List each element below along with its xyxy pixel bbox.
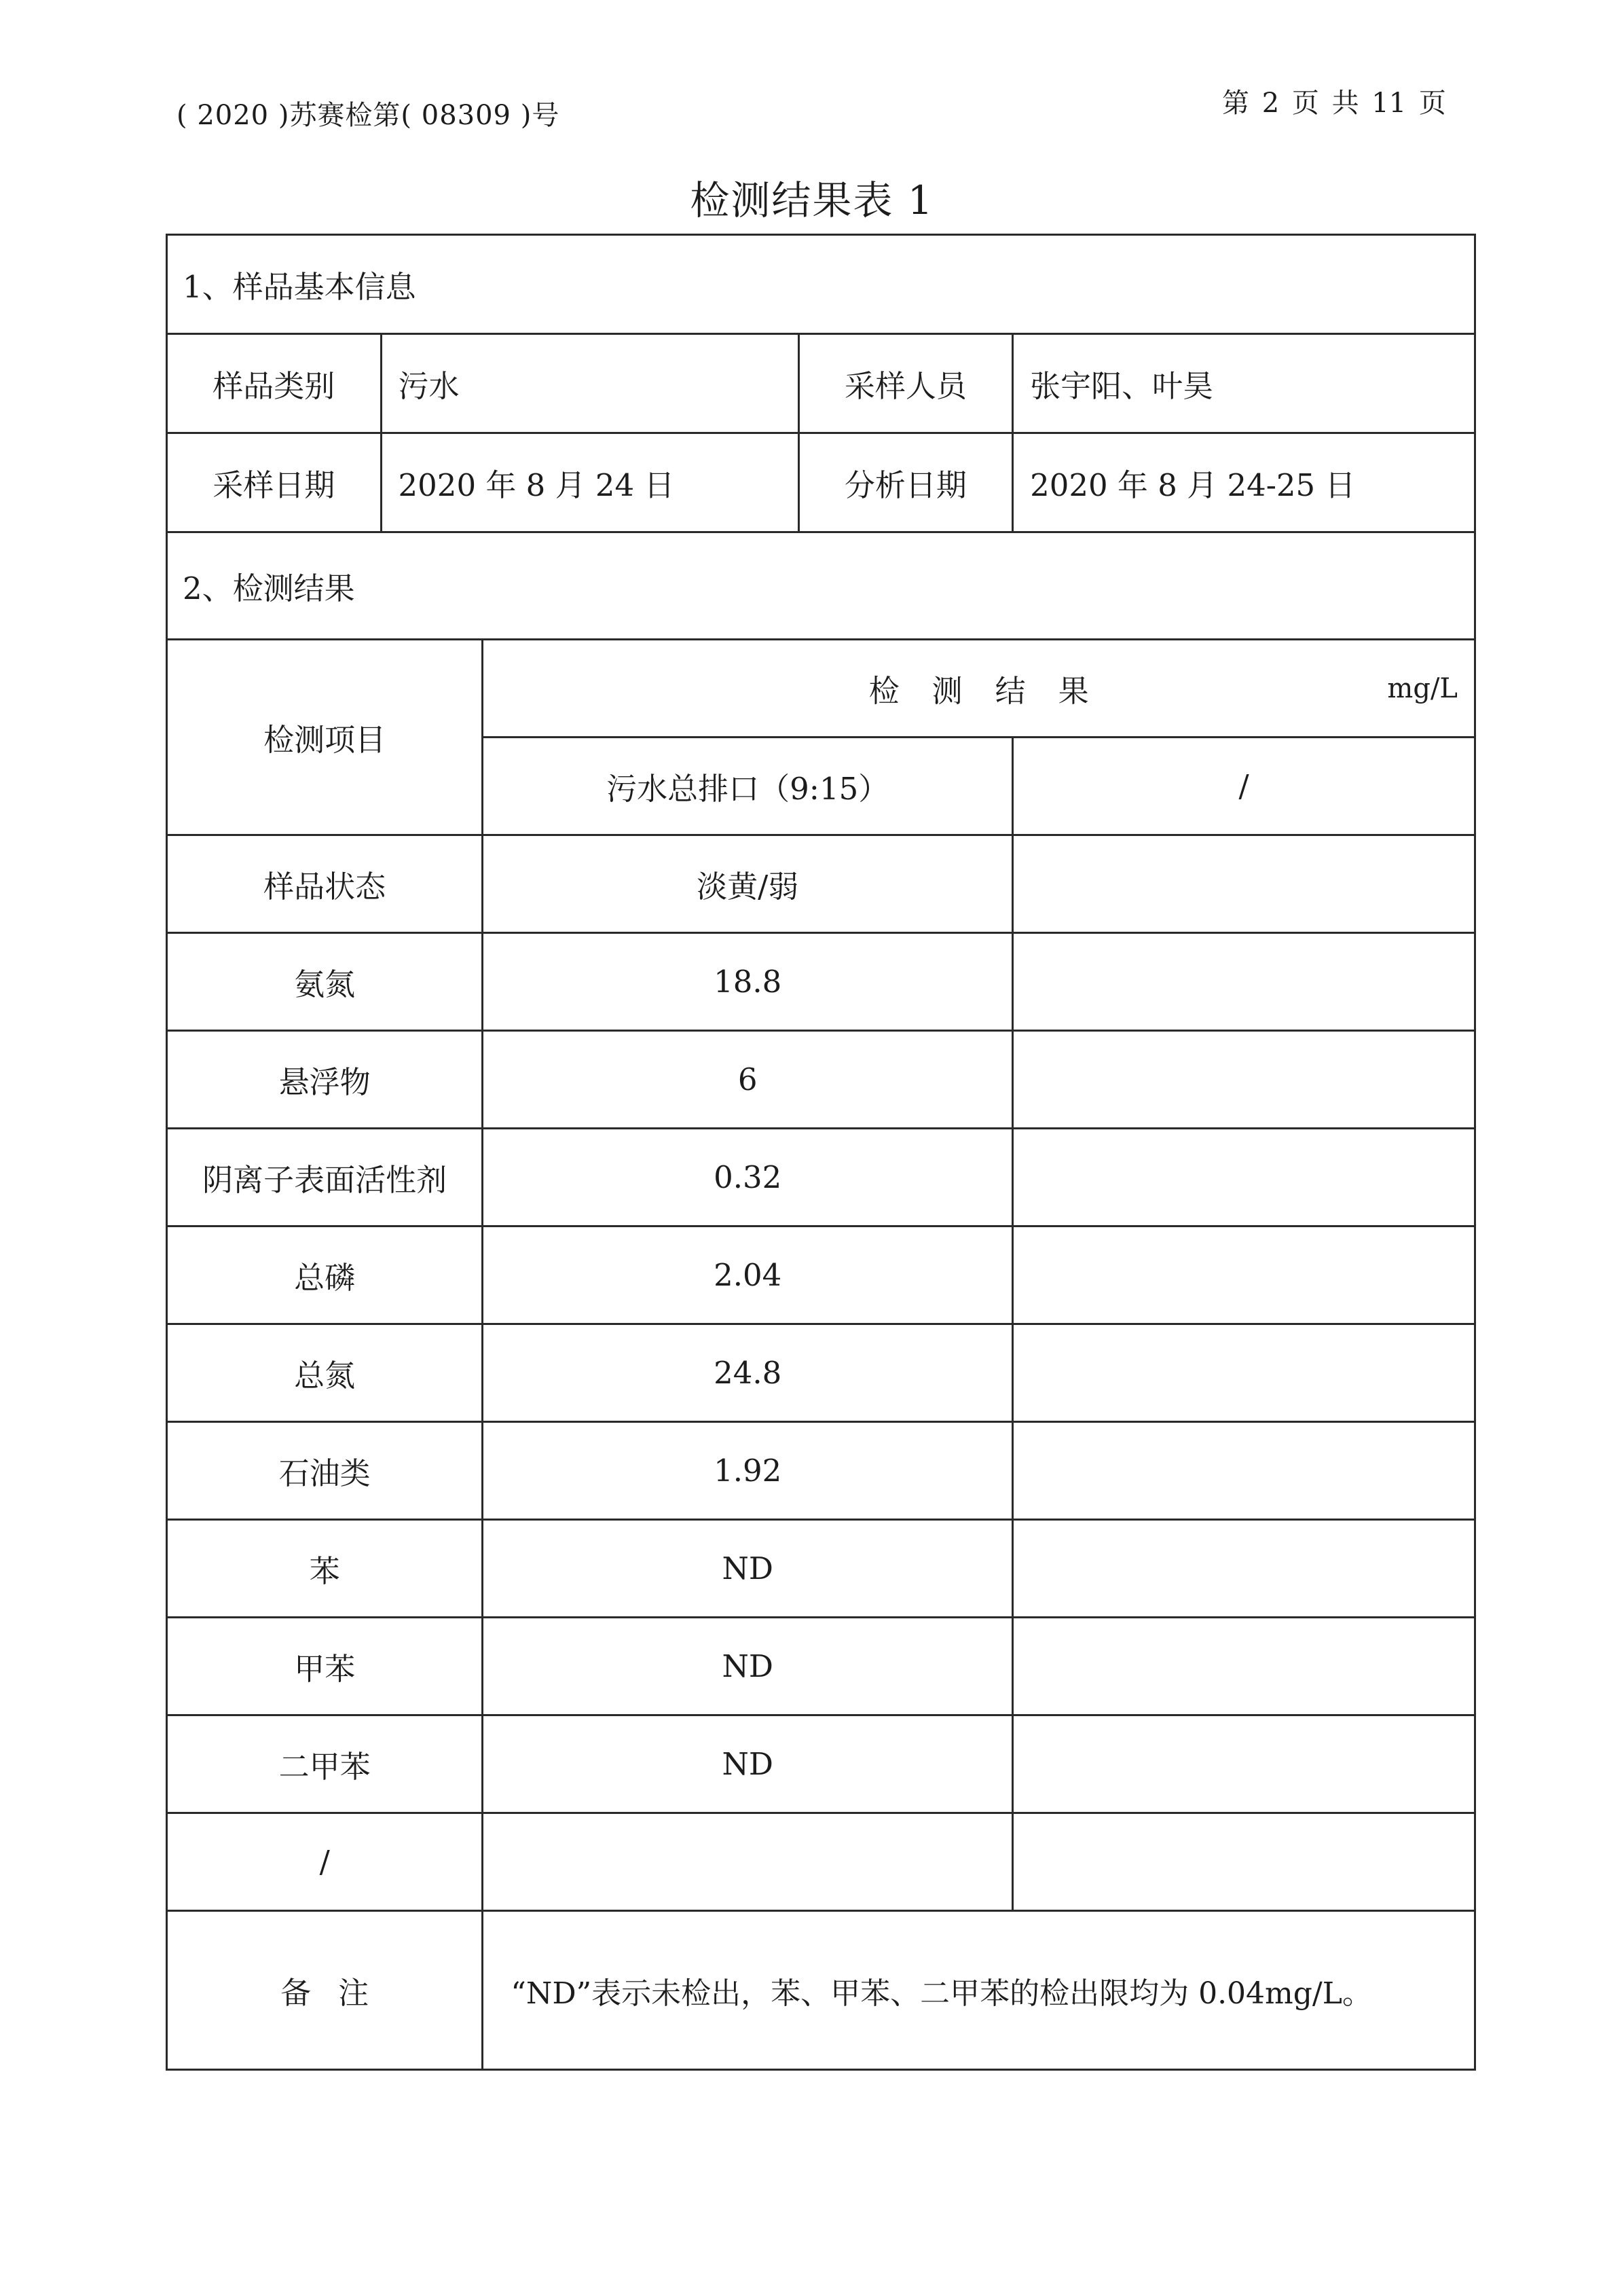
item-value-2 — [1013, 1226, 1475, 1324]
sampling-point-2: / — [1013, 738, 1475, 835]
item-value-2 — [1013, 835, 1475, 933]
item-value: 24.8 — [483, 1324, 1013, 1422]
remarks-label-cell — [167, 1911, 483, 2070]
table-row — [167, 1618, 1475, 1715]
item-name: 样品状态 — [167, 835, 483, 933]
item-value-2 — [1013, 1129, 1475, 1226]
unit-label: mg/L — [1387, 672, 1458, 704]
item-name: 苯 — [167, 1520, 483, 1618]
item-value-2 — [1013, 933, 1475, 1031]
table-row — [167, 1324, 1475, 1422]
sampler-label: 采样人员 — [798, 334, 1012, 433]
results-table — [166, 234, 1476, 2071]
item-name: / — [167, 1813, 483, 1911]
remarks-label: 备注 — [280, 1975, 396, 2011]
table-row — [167, 1813, 1475, 1911]
result-header-cell — [483, 640, 1475, 738]
section1-heading: 1、样品基本信息 — [167, 235, 1475, 334]
item-name: 石油类 — [167, 1422, 483, 1520]
item-value-2 — [1013, 1813, 1475, 1911]
section2-heading: 2、检测结果 — [167, 532, 1475, 640]
sample-type-label: 样品类别 — [167, 334, 382, 433]
table-row — [167, 1422, 1475, 1520]
item-value-2 — [1013, 1520, 1475, 1618]
item-value: 6 — [483, 1031, 1013, 1129]
sample-type-value: 污水 — [381, 334, 798, 433]
sampling-date-value: 2020 年 8 月 24 日 — [381, 433, 798, 532]
item-value: 淡黄/弱 — [483, 835, 1013, 933]
analysis-date-value: 2020 年 8 月 24-25 日 — [1013, 433, 1475, 532]
analysis-date-label: 分析日期 — [798, 433, 1012, 532]
remarks-text: “ND”表示未检出，苯、甲苯、二甲苯的检出限均为 0.04mg/L。 — [483, 1911, 1475, 2070]
item-value: 1.92 — [483, 1422, 1013, 1520]
table-row — [167, 1715, 1475, 1813]
item-value-2 — [1013, 1715, 1475, 1813]
item-name: 总磷 — [167, 1226, 483, 1324]
item-value: ND — [483, 1715, 1013, 1813]
sampler-value: 张宇阳、叶昊 — [1013, 334, 1475, 433]
table-row — [167, 1129, 1475, 1226]
sampling-date-label: 采样日期 — [167, 433, 382, 532]
item-value-2 — [1013, 1618, 1475, 1715]
item-value: 2.04 — [483, 1226, 1013, 1324]
page-title: 检测结果表 1 — [690, 177, 934, 223]
table-row — [167, 1226, 1475, 1324]
item-value: 0.32 — [483, 1129, 1013, 1226]
item-value: 18.8 — [483, 933, 1013, 1031]
item-value — [483, 1813, 1013, 1911]
table-row — [167, 1520, 1475, 1618]
item-value-2 — [1013, 1422, 1475, 1520]
item-name: 悬浮物 — [167, 1031, 483, 1129]
sampling-point-1: 污水总排口（9:15） — [483, 738, 1013, 835]
item-name: 总氮 — [167, 1324, 483, 1422]
table-row — [167, 1031, 1475, 1129]
item-value: ND — [483, 1618, 1013, 1715]
table-row — [167, 933, 1475, 1031]
item-name: 氨氮 — [167, 933, 483, 1031]
item-value-2 — [1013, 1031, 1475, 1129]
item-value-2 — [1013, 1324, 1475, 1422]
item-name: 二甲苯 — [167, 1715, 483, 1813]
item-name: 甲苯 — [167, 1618, 483, 1715]
result-header: 检测结果 — [868, 673, 1122, 709]
item-name: 阴离子表面活性剂 — [167, 1129, 483, 1226]
item-value: ND — [483, 1520, 1013, 1618]
table-row — [167, 835, 1475, 933]
item-header: 检测项目 — [167, 640, 483, 835]
report-number: ( 2020 )苏赛检第( 08309 )号 — [177, 100, 560, 131]
page-info: 第 2 页 共 11 页 — [1222, 88, 1446, 119]
